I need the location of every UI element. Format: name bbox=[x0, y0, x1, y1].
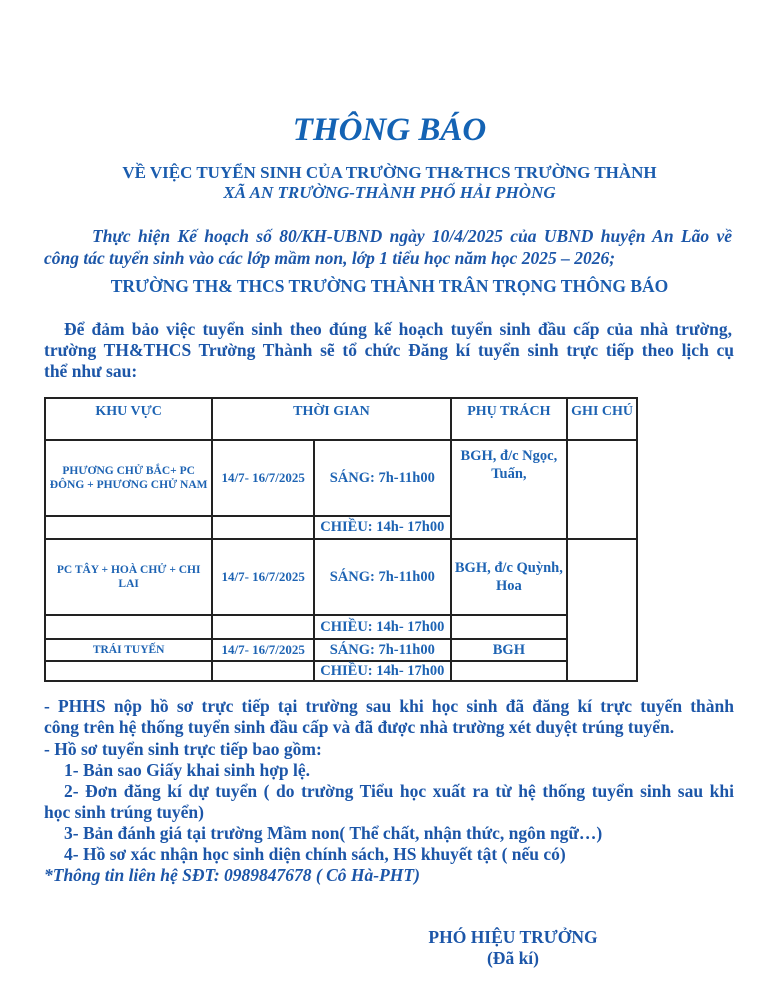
empty-cell bbox=[212, 516, 314, 539]
header-in-charge: PHỤ TRÁCH bbox=[451, 398, 568, 440]
note-line: - PHHS nộp hồ sơ trực tiếp tại trường sau khi học sinh đã đăng kí trực tuyến thành bbox=[44, 696, 734, 716]
empty-cell bbox=[45, 516, 212, 539]
afternoon-cell: CHIỀU: 14h- 17h00 bbox=[314, 516, 451, 539]
intro-line: Thực hiện Kế hoạch số 80/KH-UBND ngày 10/4/2025 của UBND huyện An Lão về bbox=[92, 226, 732, 246]
afternoon-cell: CHIỀU: 14h- 17h00 bbox=[314, 661, 451, 681]
signature-title: PHÓ HIỆU TRƯỞNG bbox=[428, 927, 598, 947]
empty-cell bbox=[451, 661, 568, 681]
date-cell: 14/7- 16/7/2025 bbox=[212, 440, 314, 516]
empty-cell bbox=[45, 615, 212, 639]
announce-heading: TRƯỜNG TH& THCS TRƯỜNG THÀNH TRÂN TRỌNG THÔNG BÁO bbox=[110, 276, 669, 296]
table-row bbox=[45, 661, 637, 681]
table-row bbox=[45, 440, 637, 516]
body-line: thể như sau: bbox=[44, 361, 138, 381]
morning-cell: SÁNG: 7h-11h00 bbox=[314, 440, 451, 516]
empty-cell bbox=[451, 615, 568, 639]
afternoon-cell: CHIỀU: 14h- 17h00 bbox=[314, 615, 451, 639]
header-notes: GHI CHÚ bbox=[567, 398, 637, 440]
signature-note: (Đã kí) bbox=[486, 948, 539, 968]
document-list-item: 3- Bản đánh giá tại trường Mầm non( Thể chất, nhận thức, ngôn ngữ…) bbox=[64, 823, 603, 843]
subtitle: VỀ VIỆC TUYỂN SINH CỦA TRƯỜNG TH&THCS TRƯỜNG THÀNH bbox=[122, 163, 657, 182]
document-title: THÔNG BÁO bbox=[292, 112, 487, 148]
contact-info: *Thông tin liên hệ SĐT: 0989847678 ( Cô Hà-PHT) bbox=[44, 865, 420, 885]
document-list-item: 4- Hồ sơ xác nhận học sinh diện chính sách, HS khuyết tật ( nếu có) bbox=[64, 844, 566, 864]
area-cell: TRÁI TUYẾN bbox=[45, 639, 212, 661]
intro-line: công tác tuyển sinh vào các lớp mầm non, lớp 1 tiểu học năm học 2025 – 2026; bbox=[44, 248, 616, 268]
morning-cell: SÁNG: 7h-11h00 bbox=[314, 539, 451, 615]
notes-cell bbox=[567, 440, 637, 539]
table-row bbox=[45, 539, 637, 615]
header-area: KHU VỰC bbox=[45, 398, 212, 440]
area-cell: PHƯƠNG CHỬ BẮC+ PC ĐÔNG + PHƯƠNG CHỬ NAM bbox=[45, 440, 212, 516]
subtitle-location: XÃ AN TRƯỜNG-THÀNH PHỐ HẢI PHÒNG bbox=[223, 183, 556, 202]
body-line: Để đảm bảo việc tuyển sinh theo đúng kế hoạch tuyển sinh đầu cấp của nhà trường, bbox=[64, 319, 732, 339]
document-list-item: 2- Đơn đăng kí dự tuyển ( do trường Tiểu học xuất ra từ hệ thống tuyển sinh sau khi bbox=[64, 781, 734, 801]
notes-cell bbox=[567, 539, 637, 681]
in-charge-cell: BGH bbox=[451, 639, 568, 661]
enrollment-schedule-table bbox=[44, 397, 638, 682]
document-list-item: 1- Bản sao Giấy khai sinh hợp lệ. bbox=[64, 760, 311, 780]
in-charge-cell: BGH, đ/c Quỳnh, Hoa bbox=[451, 539, 568, 615]
header-time: THỜI GIAN bbox=[212, 398, 450, 440]
empty-cell bbox=[45, 661, 212, 681]
note-line: công trên hệ thống tuyển sinh đầu cấp và đã được nhà trường xét duyệt trúng tuyển. bbox=[44, 717, 675, 737]
table-row bbox=[45, 615, 637, 639]
empty-cell bbox=[212, 661, 314, 681]
table-header-row bbox=[45, 398, 637, 440]
in-charge-cell: BGH, đ/c Ngọc, Tuấn, bbox=[451, 440, 568, 539]
date-cell: 14/7- 16/7/2025 bbox=[212, 539, 314, 615]
morning-cell: SÁNG: 7h-11h00 bbox=[314, 639, 451, 661]
note-line: - Hồ sơ tuyển sinh trực tiếp bao gồm: bbox=[44, 739, 322, 759]
date-cell: 14/7- 16/7/2025 bbox=[212, 639, 314, 661]
body-line: trường TH&THCS Trường Thành sẽ tổ chức Đăng kí tuyển sinh trực tiếp theo lịch cụ bbox=[44, 340, 734, 360]
table-row bbox=[45, 639, 637, 661]
document-list-item-cont: học sinh trúng tuyển) bbox=[44, 802, 204, 822]
area-cell: PC TÂY + HOÀ CHỬ + CHI LAI bbox=[45, 539, 212, 615]
empty-cell bbox=[212, 615, 314, 639]
